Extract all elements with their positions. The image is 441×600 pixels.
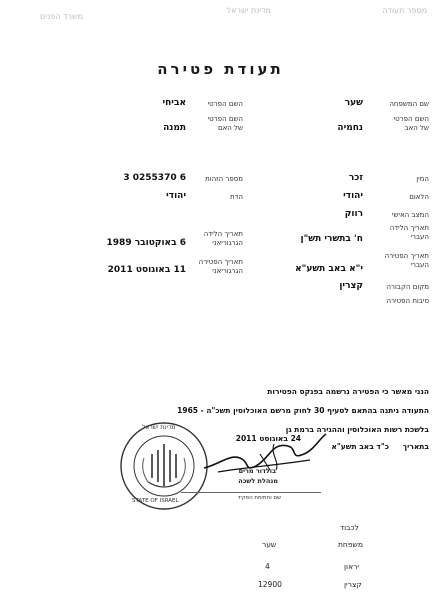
declaration-date-hebrew: כ"ד באב תשע"א: [331, 442, 389, 451]
header-faint-left: משרד הפנים: [40, 12, 84, 21]
address-city: קצרין: [344, 580, 362, 589]
value-first-name: אביחי: [162, 98, 186, 108]
label-father-name: השם הפרטי של האב: [393, 115, 429, 132]
value-nationality: יהודי: [343, 191, 363, 201]
address-house-number: 4: [265, 562, 270, 571]
official-name: בולדור מרים: [238, 467, 276, 475]
official-caption: שם וחתימת הפקיד: [237, 495, 281, 501]
declaration-line-2: התעודה ניתנה בהתאם לסעיף 30 לחוק מרשם האוכלוסין תשכ"ה - 1965: [177, 406, 429, 415]
label-family-name: שם המשפחה: [389, 100, 429, 108]
label-burial-place: מקום הקבורה: [386, 283, 429, 291]
declaration-line-3: בלשכת רשות האוכלוסין וההגירה ברמת גן: [285, 425, 429, 434]
address-family-label: משפחת: [338, 540, 363, 549]
label-nationality: הלאום: [409, 193, 429, 201]
header-faint-middle: מדינת ישראל: [226, 6, 271, 15]
value-father-name: נחמיה: [337, 123, 363, 133]
label-death-cause: סיבות הפטירה: [386, 297, 429, 305]
value-marital-status: רווק: [344, 209, 363, 219]
seal-top-text: מדינת ישראל: [142, 424, 176, 431]
label-mother-name: השם הפרטי של האם: [207, 115, 243, 132]
address-street: יראון: [344, 562, 360, 571]
label-sex: המין: [416, 175, 429, 183]
declaration-date-prefix: בתאריך: [402, 442, 429, 451]
value-birth-hebrew: ח' בתשרי תש"ן: [300, 234, 363, 244]
label-first-name: השם הפרטי: [207, 100, 243, 108]
value-family-name: שער: [344, 98, 363, 108]
declaration-date-gregorian: 24 באוגוסט 2011: [235, 434, 301, 443]
label-birth-hebrew: תאריך הלידה העברי: [389, 224, 429, 241]
value-mother-name: תמנה: [163, 123, 186, 133]
label-id-number: מספר הזהות: [205, 175, 243, 183]
label-religion: הדת: [230, 193, 243, 201]
value-religion: יהודי: [166, 191, 186, 201]
value-sex: זכר: [348, 173, 363, 183]
value-burial-place: קצרין: [339, 281, 363, 291]
label-marital-status: המצב האישי: [391, 211, 429, 219]
signature-line: [181, 492, 321, 493]
seal-bottom-text: STATE OF ISRAEL: [132, 498, 179, 504]
address-to: לכבוד: [340, 523, 359, 532]
address-postal-code: 12900: [258, 580, 282, 589]
label-birth-gregorian: תאריך הלידה הגרגוריאני: [203, 230, 243, 247]
official-role: מנהלת לשכה: [238, 477, 278, 485]
value-death-hebrew: י"א באב תשע"א: [295, 264, 363, 274]
label-death-gregorian: תאריך הפטירה הגרגוריאני: [198, 258, 243, 275]
value-birth-gregorian: 6 באוקטובר 1989: [106, 238, 186, 248]
value-id-number: 3 0255370 6: [123, 173, 186, 183]
label-death-hebrew: תאריך הפטירה העברי: [384, 252, 429, 269]
declaration-line-1: הנני מאשר כי הפטירה נרשמה בפנקס הפטירות: [267, 387, 429, 396]
address-family-name: שער: [262, 540, 277, 549]
header-faint-right: מספר תעודה: [382, 6, 427, 15]
value-death-gregorian: 11 באוגוסט 2011: [107, 265, 186, 275]
document-title: תעודת פטירה: [157, 60, 284, 78]
